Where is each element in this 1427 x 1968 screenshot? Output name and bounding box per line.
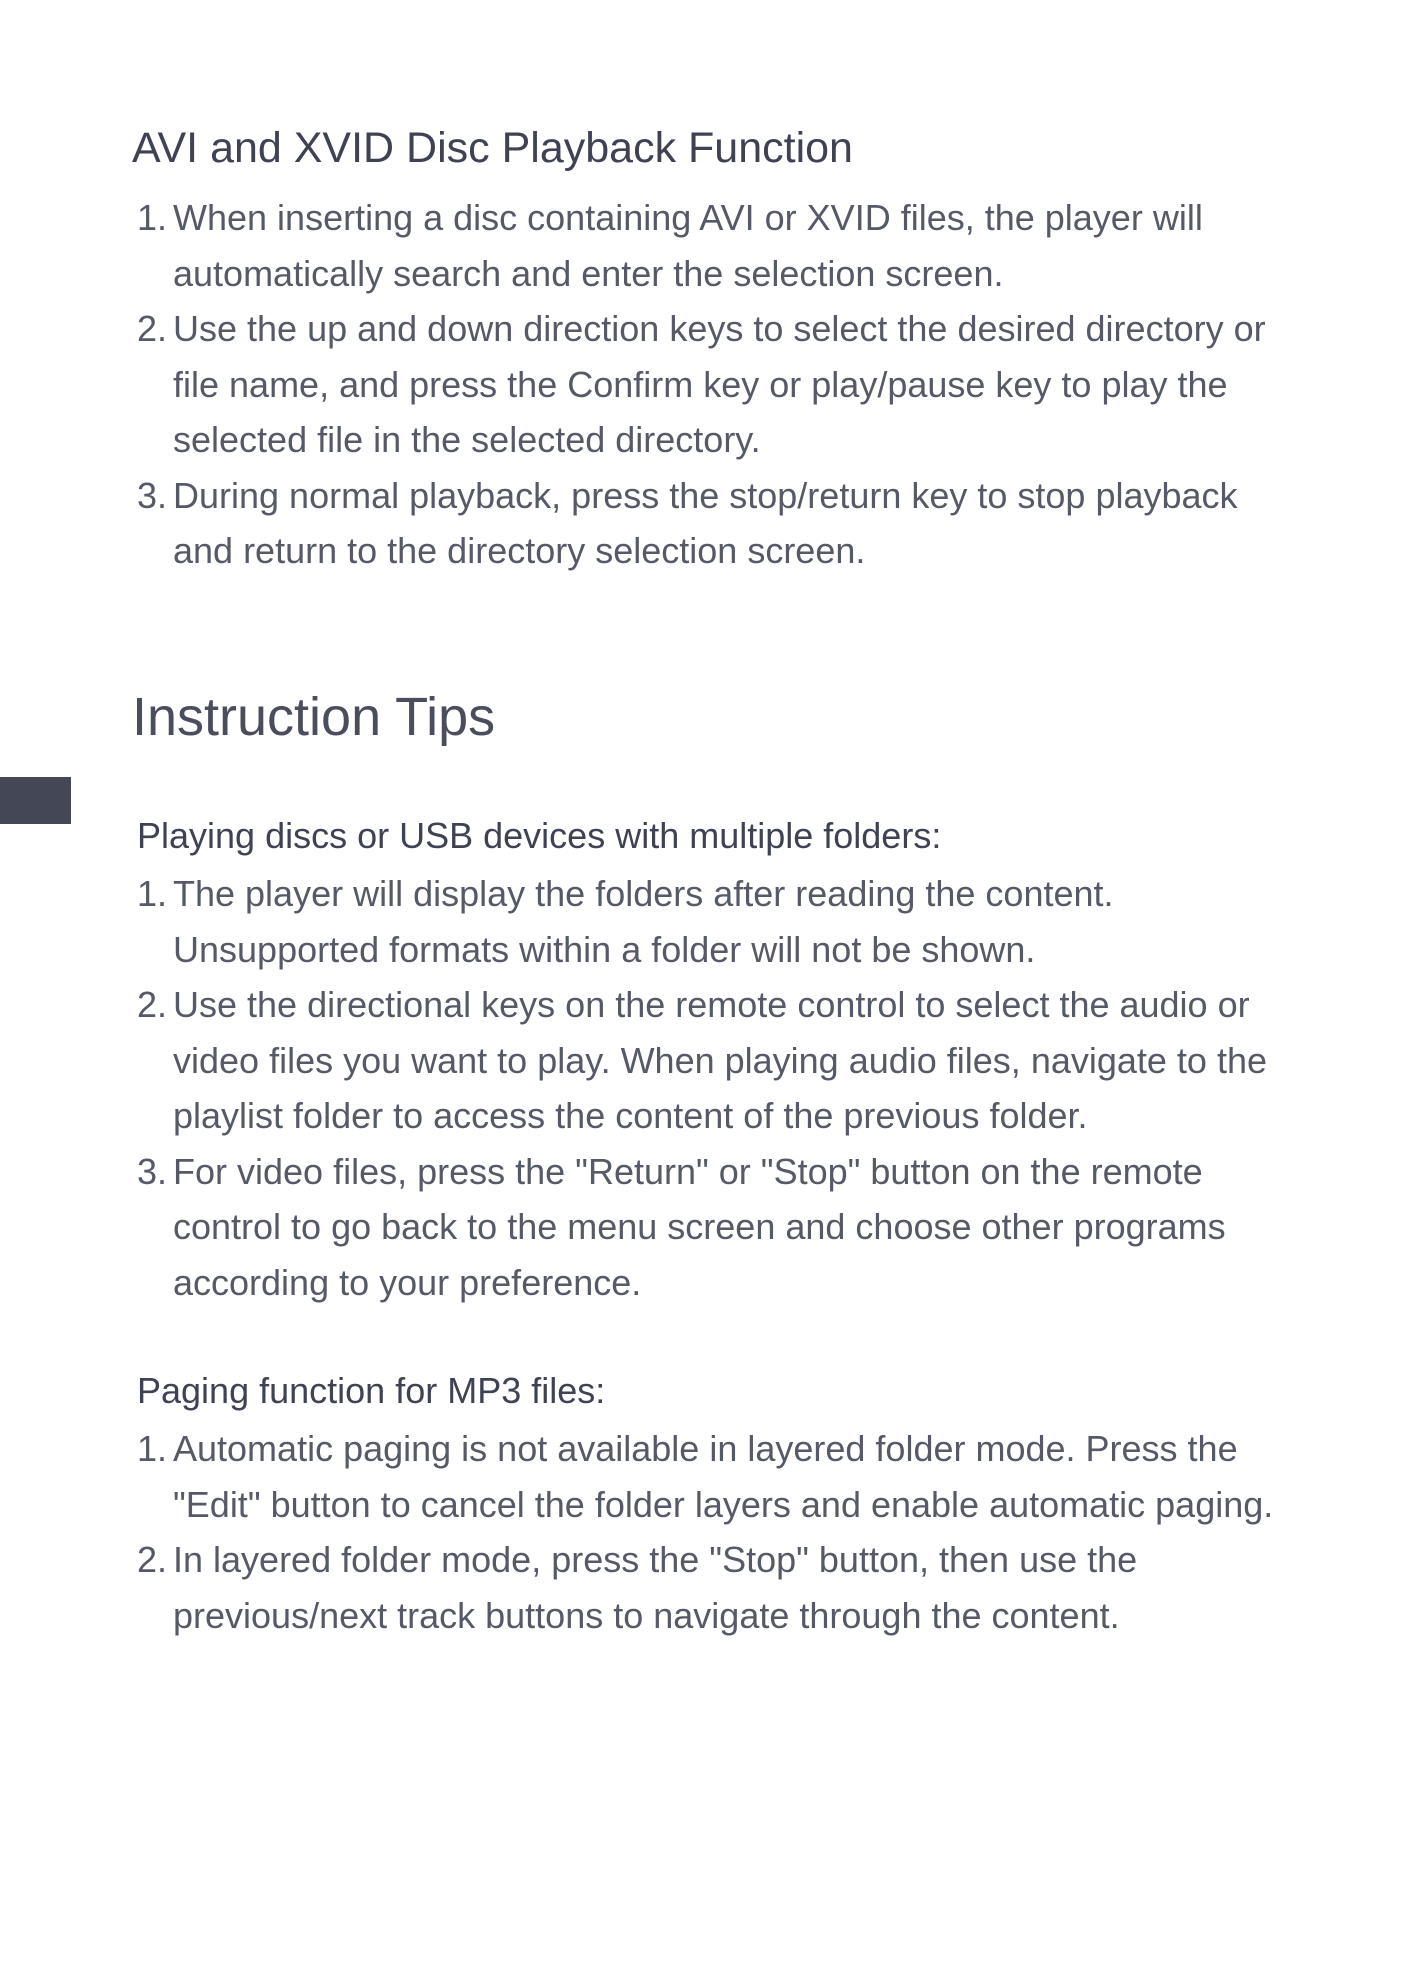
step-text-line: Use the directional keys on the remote control to select the audio or	[173, 984, 1250, 1025]
step-number: 2.	[137, 308, 168, 349]
step-text-line: In layered folder mode, press the "Stop" button, then use the	[173, 1539, 1138, 1580]
list-item	[137, 301, 1337, 468]
step-number: 2.	[137, 984, 168, 1025]
list-item	[137, 1144, 1337, 1311]
avi-steps-list	[137, 190, 1337, 579]
step-text-line: During normal playback, press the stop/return key to stop playback	[173, 474, 1238, 516]
step-number: 1.	[137, 197, 168, 238]
step-text-line: and return to the directory selection screen.	[173, 530, 866, 571]
step-text-line: according to your preference.	[173, 1261, 642, 1303]
step-number: 2.	[137, 1539, 168, 1580]
step-number: 3.	[137, 1150, 168, 1192]
step-text-line: Automatic paging is not available in layered folder mode. Press the	[173, 1428, 1238, 1469]
step-text-line: For video files, press the "Return" or "Stop" button on the remote	[173, 1150, 1203, 1192]
step-number: 3.	[137, 474, 168, 516]
step-number: 1.	[137, 873, 168, 914]
list-item	[137, 977, 1337, 1144]
step-text-line: Use the up and down direction keys to select the desired directory or	[173, 308, 1266, 349]
list-item	[137, 1421, 1337, 1532]
avi-section-title: AVI and XVID Disc Playback Function	[132, 124, 853, 172]
list-item	[137, 866, 1337, 977]
list-item	[137, 1532, 1337, 1643]
instruction-tips-title: Instruction Tips	[132, 687, 496, 747]
step-number: 1.	[137, 1428, 168, 1469]
step-text-line: When inserting a disc containing AVI or XVID files, the player will	[173, 197, 1203, 238]
step-text-line: file name, and press the Confirm key or play/pause key to play the	[173, 363, 1228, 405]
list-item	[137, 190, 1337, 301]
page-side-tab-marker	[0, 777, 71, 824]
step-text-line: The player will display the folders after reading the content.	[173, 873, 1114, 914]
mp3-paging-subtitle: Paging function for MP3 files:	[137, 1370, 606, 1411]
step-text-line: "Edit" button to cancel the folder layers and enable automatic paging.	[173, 1483, 1274, 1525]
step-text-line: playlist folder to access the content of the previous folder.	[173, 1095, 1088, 1136]
step-text-line: selected file in the selected directory.	[173, 419, 761, 460]
folders-subtitle: Playing discs or USB devices with multiple folders:	[137, 815, 942, 856]
list-item	[137, 468, 1337, 579]
folder-steps-list	[137, 866, 1337, 1310]
step-text-line: Unsupported formats within a folder will not be shown.	[173, 928, 1036, 970]
step-text-line: video files you want to play. When playing audio files, navigate to the	[173, 1039, 1267, 1081]
step-text-line: control to go back to the menu screen and choose other programs	[173, 1206, 1226, 1247]
step-text-line: automatically search and enter the selection screen.	[173, 252, 1004, 294]
step-text-line: previous/next track buttons to navigate through the content.	[173, 1594, 1120, 1636]
mp3-steps-list	[137, 1421, 1337, 1643]
